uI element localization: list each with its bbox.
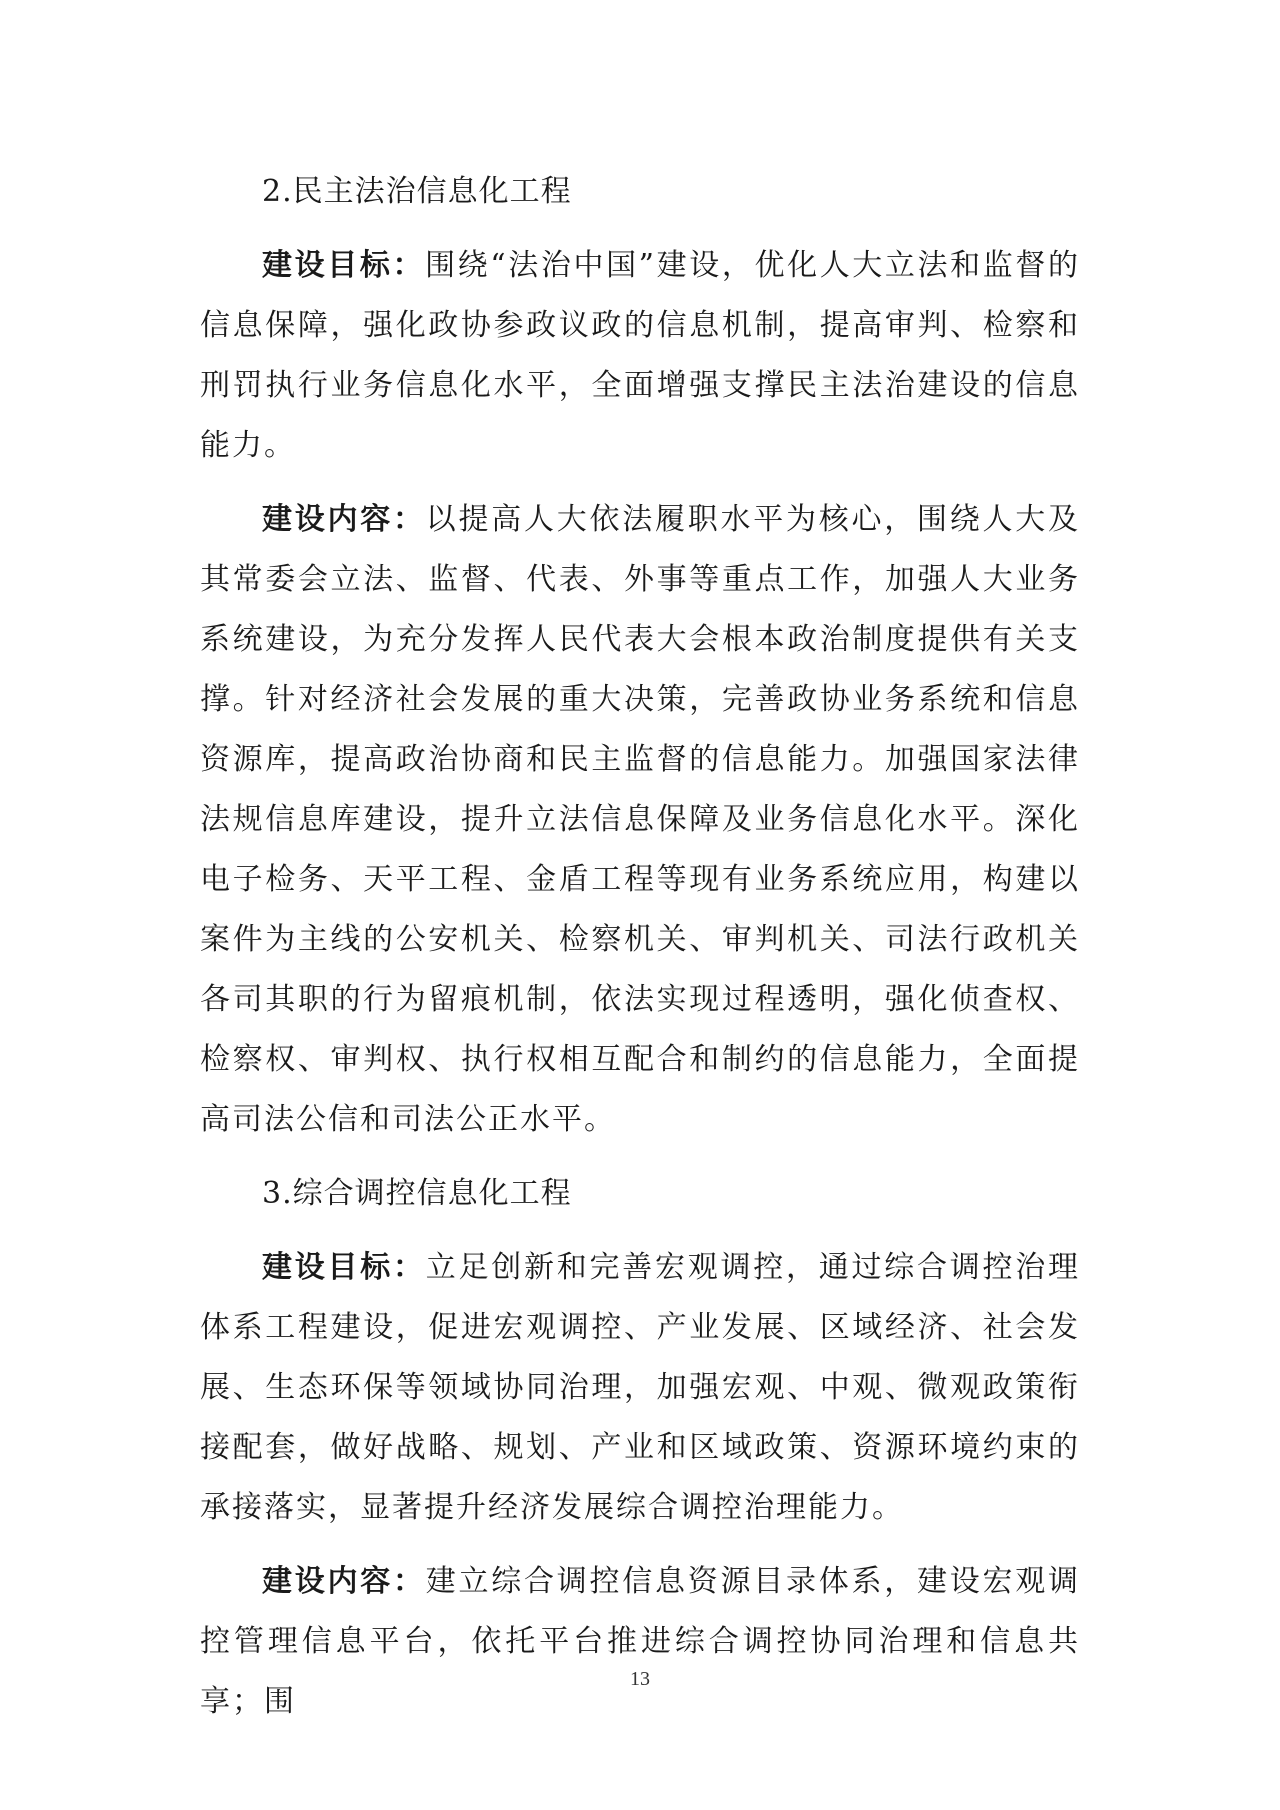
paragraph-lead: 建设内容： xyxy=(262,1564,426,1599)
paragraph-text: 围绕“法治中国”建设，优化人大立法和监督的信息保障，强化政协参政议政的信息机制，提高审判、检察和刑罚执行业务信息化水平，全面增强支撑民主法治建设的信息能力。 xyxy=(200,248,1080,463)
paragraph-lead: 建设内容： xyxy=(262,502,426,537)
paragraph-content xyxy=(200,1552,1080,1732)
section-comprehensive-regulation xyxy=(200,1164,1080,1732)
paragraph-text: 建立综合调控信息资源目录体系，建设宏观调控管理信息平台，依托平台推进综合调控协同治理和信息共享；围 xyxy=(200,1564,1080,1719)
paragraph-content xyxy=(200,490,1080,1150)
paragraph-lead: 建设目标： xyxy=(262,1250,426,1285)
paragraph-lead: 建设目标： xyxy=(262,248,426,283)
paragraph-text: 以提高人大依法履职水平为核心，围绕人大及其常委会立法、监督、代表、外事等重点工作，加强人大业务系统建设，为充分发挥人民代表大会根本政治制度提供有关支撑。针对经济社会发展的重大决策，完善政协业务系统和信息资源库，提高政治协商和民主监督的信息能力。加强国家法律法规信息库建设，提升立法信息保障及业务信息化水平。深化电子检务、天平工程、金盾工程等现有业务系统应用，构建以案件为主线的公安机关、检察机关、审判机关、司法行政机关各司其职的行为留痕机制，依法实现过程透明，强化侦查权、检察权、审判权、执行权相互配合和制约的信息能力，全面提高司法公信和司法公正水平。 xyxy=(200,502,1080,1137)
paragraph-goal xyxy=(200,236,1080,476)
section-democracy-rule-of-law xyxy=(200,162,1080,1150)
page-number: 13 xyxy=(630,1668,650,1690)
document-body xyxy=(200,162,1080,1746)
paragraph-goal xyxy=(200,1238,1080,1538)
section-heading: 2.民主法治信息化工程 xyxy=(262,174,572,209)
paragraph-text: 立足创新和完善宏观调控，通过综合调控治理体系工程建设，促进宏观调控、产业发展、区域经济、社会发展、生态环保等领域协同治理，加强宏观、中观、微观政策衔接配套，做好战略、规划、产业和区域政策、资源环境约束的承接落实，显著提升经济发展综合调控治理能力。 xyxy=(200,1250,1080,1525)
section-heading: 3.综合调控信息化工程 xyxy=(262,1176,572,1211)
